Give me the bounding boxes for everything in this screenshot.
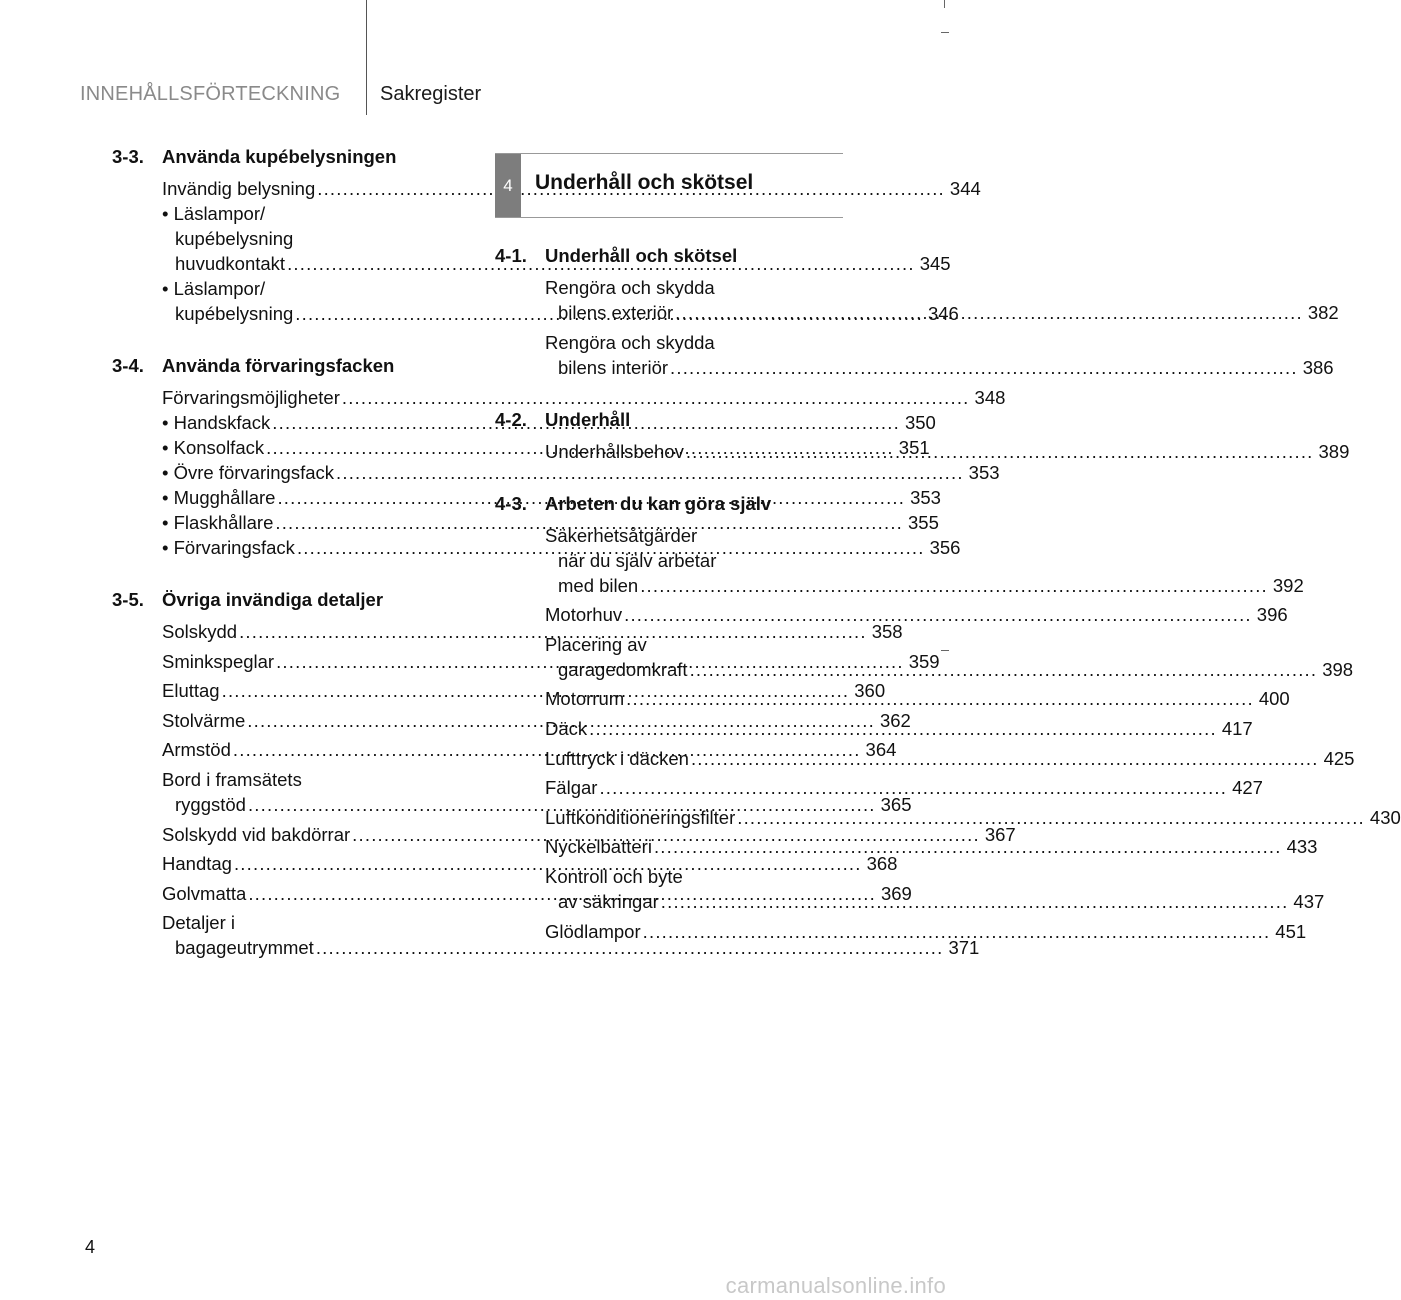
crop-mark [944, 0, 945, 8]
entry-text: av säkringar [558, 890, 659, 912]
section-heading[interactable] [112, 354, 460, 378]
entry-text: • Övre förvaringsfack [162, 462, 335, 483]
section-number: 4-1. [495, 245, 527, 266]
dot-leader [654, 836, 1282, 857]
section-title: Underhåll [545, 408, 631, 430]
section-heading[interactable] [495, 408, 843, 432]
dot-leader [675, 302, 1303, 323]
entry-text: • Mugghållare [162, 487, 276, 508]
entry-text: Rengöra och skydda [545, 331, 715, 353]
entry-text: • Läslampor/ [162, 278, 266, 299]
toc-entry[interactable] [162, 460, 1000, 485]
entry-text: Lufttryck i däcken [545, 747, 689, 769]
entry-text: när du själv arbetar [558, 549, 717, 571]
entry-text: Glödlampor [545, 920, 641, 942]
page-number: 4 [85, 1237, 96, 1257]
page-ref: 433 [1286, 836, 1318, 858]
page-ref: 427 [1232, 777, 1263, 799]
page-ref: 353 [968, 462, 1000, 483]
section-number: 4-2. [495, 408, 527, 430]
page-ref: 389 [1318, 440, 1350, 462]
page-ref: 353 [910, 487, 941, 508]
section-title: Övriga invändiga detaljer [162, 589, 384, 610]
entry-text: Fälgar [545, 777, 598, 799]
page-ref: 417 [1221, 717, 1253, 739]
toc-entry[interactable] [545, 330, 1334, 380]
entry-text: med bilen [558, 574, 639, 596]
section-title: Arbeten du kan göra själv [545, 492, 772, 514]
entry-text: Kontroll och byte [545, 865, 683, 887]
page-ref: 396 [1256, 604, 1288, 626]
page-ref: 344 [949, 178, 981, 199]
section-number: 4-3. [495, 492, 527, 514]
page-ref: 364 [865, 739, 897, 761]
dot-leader [643, 921, 1271, 942]
dot-leader [661, 891, 1289, 912]
entry-text: Däck [545, 717, 588, 739]
entry-text: Armstöd [162, 739, 231, 761]
entry-text: huvudkontakt [175, 253, 286, 274]
entry-text: Nyckelbatteri [545, 836, 652, 858]
dot-leader [690, 659, 1318, 680]
entry-text: bilens interiör [558, 356, 669, 378]
watermark: carmanualsonline.info [725, 1273, 946, 1298]
chapter-number-tab: 4 [495, 154, 521, 217]
entry-text: garagedomkraft [558, 658, 688, 680]
entry-text: Stolvärme [162, 709, 246, 731]
dot-leader [624, 604, 1252, 625]
crop-mark [941, 32, 949, 33]
entry-text: kupébelysning [175, 228, 294, 249]
dot-leader [670, 357, 1298, 378]
dot-leader [599, 777, 1227, 798]
entry-text: Golvmatta [162, 882, 247, 904]
section-title: Använda kupébelysningen [162, 146, 397, 167]
section-number: 3-3. [112, 146, 144, 167]
entry-text: Luftkonditioneringsfilter [545, 806, 736, 828]
chapter-box [495, 153, 843, 218]
page-ref: 368 [866, 853, 898, 875]
page-ref: 351 [898, 437, 930, 458]
entry-text: Förvaringsmöjligheter [162, 387, 340, 408]
section-heading[interactable] [495, 244, 843, 268]
section-title: Underhåll och skötsel [545, 245, 738, 266]
entry-text: • Flaskhållare [162, 512, 274, 533]
header-toc-label: INNEHÅLLSFÖRTECKNING [80, 83, 341, 105]
entry-text: Handtag [162, 853, 232, 875]
page-ref: 346 [927, 303, 959, 324]
page-ref: 367 [984, 823, 1016, 845]
toc-entry[interactable] [545, 602, 1288, 627]
section-heading[interactable] [495, 492, 843, 516]
page-ref: 355 [908, 512, 939, 533]
chapter-title[interactable]: Underhåll och skötsel [535, 171, 754, 194]
page-ref: 398 [1322, 658, 1354, 680]
section-number: 3-4. [112, 355, 144, 376]
toc-entry[interactable] [545, 919, 1307, 944]
entry-text: ryggstöd [175, 793, 246, 815]
entry-text: Bord i framsätets [162, 768, 302, 790]
page-ref: 350 [904, 412, 936, 433]
page-ref: 386 [1302, 356, 1334, 378]
page-ref: 437 [1293, 890, 1325, 912]
entry-text: Motorhuv [545, 604, 623, 626]
page-ref: 369 [880, 882, 912, 904]
entry-text: Placering av [545, 633, 647, 655]
toc-entry[interactable] [545, 775, 1263, 800]
entry-text: Solskydd [162, 621, 238, 642]
page-ref: 345 [919, 253, 951, 274]
page-ref: 400 [1258, 688, 1290, 710]
entry-text: Sminkspeglar [162, 650, 275, 672]
entry-text: • Konsolfack [162, 437, 265, 458]
entry-text: • Förvaringsfack [162, 537, 295, 558]
entry-text: Detaljer i [162, 912, 235, 934]
page-ref: 425 [1323, 747, 1355, 769]
header-index-label[interactable]: Sakregister [380, 83, 482, 105]
section-heading[interactable] [112, 588, 460, 612]
section-title: Använda förvaringsfacken [162, 355, 395, 376]
page-ref: 451 [1275, 920, 1307, 942]
entry-text: • Handskfack [162, 412, 271, 433]
page-ref: 371 [948, 937, 980, 959]
page-ref: 430 [1369, 806, 1401, 828]
dot-leader [589, 718, 1217, 739]
section-heading[interactable] [112, 145, 460, 169]
entry-text: Motorrum [545, 688, 625, 710]
entry-text: Solskydd vid bakdörrar [162, 823, 351, 845]
page-ref: 392 [1272, 574, 1304, 596]
section-number: 3-5. [112, 589, 144, 610]
dot-leader [626, 688, 1254, 709]
page-ref: 348 [974, 387, 1006, 408]
entry-text: Rengöra och skydda [545, 277, 715, 298]
page-ref: 365 [880, 793, 912, 815]
toc-entry[interactable] [162, 385, 1006, 410]
entry-text: Säkerhetsåtgärder [545, 524, 698, 546]
page-ref: 359 [908, 650, 940, 672]
entry-text: kupébelysning [175, 303, 294, 324]
dot-leader [640, 575, 1268, 596]
dot-leader [686, 441, 1314, 462]
entry-text: bagageutrymmet [175, 937, 314, 959]
page-ref: 362 [879, 709, 911, 731]
entry-text: • Läslampor/ [162, 203, 266, 224]
entry-text: bilens exteriör [558, 302, 674, 323]
crop-mark [941, 650, 949, 651]
page-ref: 360 [854, 680, 886, 702]
entry-text: Eluttag [162, 680, 220, 702]
toc-entry[interactable] [545, 805, 1401, 830]
page-ref: 358 [871, 621, 903, 642]
entry-text: Underhållsbehov [545, 440, 684, 462]
dot-leader [691, 748, 1319, 769]
dot-leader [737, 807, 1365, 828]
header-divider [366, 0, 367, 115]
page-ref: 382 [1307, 302, 1339, 323]
entry-text: Invändig belysning [162, 178, 316, 199]
page-ref: 356 [929, 537, 961, 558]
